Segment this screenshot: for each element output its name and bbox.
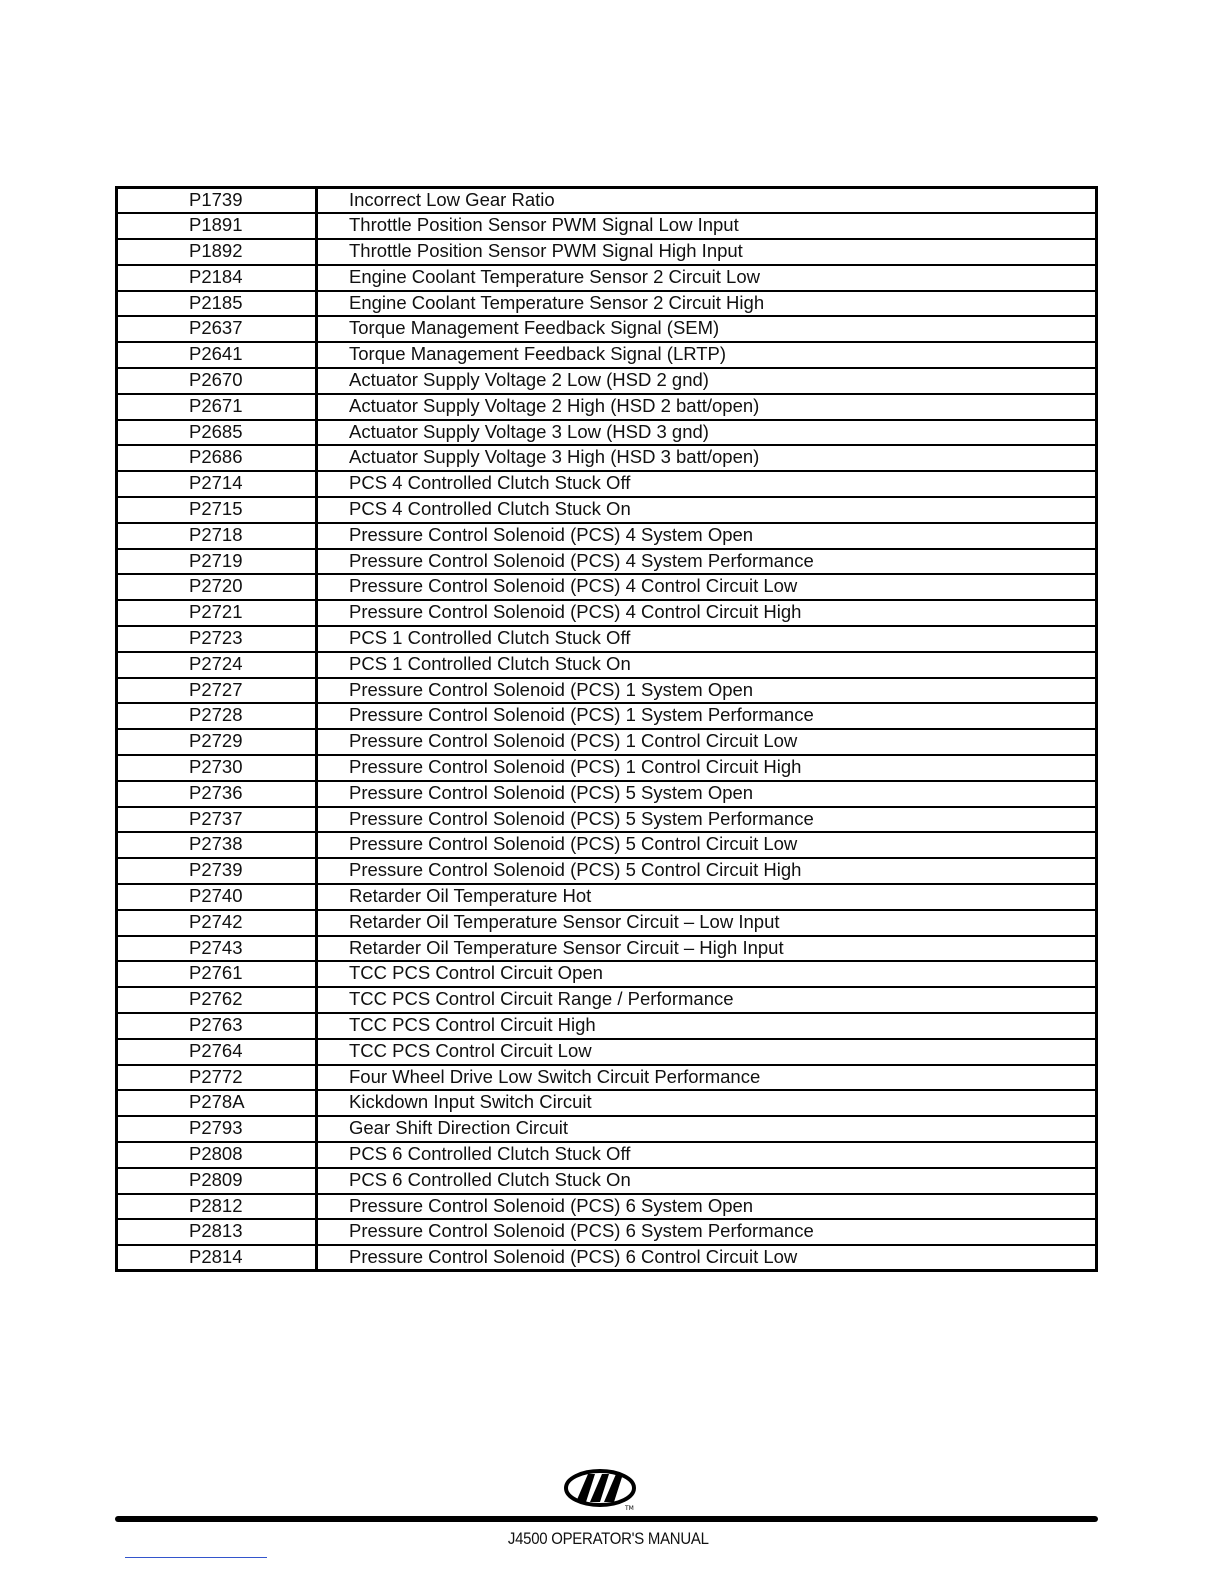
- footer-manual-title: J4500 OPERATOR'S MANUAL: [507, 1529, 709, 1548]
- description-cell: TCC PCS Control Circuit Open: [317, 961, 1097, 987]
- description-cell: Actuator Supply Voltage 2 High (HSD 2 batt/open): [317, 394, 1097, 420]
- code-cell: P2762: [117, 987, 317, 1013]
- table-row: [117, 884, 1097, 910]
- code-cell: P2740: [117, 884, 317, 910]
- description-cell: Pressure Control Solenoid (PCS) 6 System Open: [317, 1194, 1097, 1220]
- description-cell: PCS 4 Controlled Clutch Stuck On: [317, 497, 1097, 523]
- code-cell: P2738: [117, 832, 317, 858]
- code-cell: P2720: [117, 574, 317, 600]
- description-cell: Pressure Control Solenoid (PCS) 5 System Open: [317, 781, 1097, 807]
- table-row: [117, 600, 1097, 626]
- description-cell: Throttle Position Sensor PWM Signal High Input: [317, 239, 1097, 265]
- description-cell: Actuator Supply Voltage 3 High (HSD 3 batt/open): [317, 445, 1097, 471]
- description-cell: Pressure Control Solenoid (PCS) 1 System Performance: [317, 703, 1097, 729]
- code-cell: P2727: [117, 678, 317, 704]
- table-row: [117, 1090, 1097, 1116]
- table-row: [117, 1245, 1097, 1271]
- footer-rule: [115, 1516, 1098, 1522]
- description-cell: Kickdown Input Switch Circuit: [317, 1090, 1097, 1116]
- table-row: [117, 368, 1097, 394]
- table-row: [117, 523, 1097, 549]
- description-cell: Retarder Oil Temperature Hot: [317, 884, 1097, 910]
- table-row: [117, 1168, 1097, 1194]
- code-cell: P2715: [117, 497, 317, 523]
- diagnostic-code-table: [115, 186, 1098, 1272]
- code-cell: P2670: [117, 368, 317, 394]
- description-cell: Retarder Oil Temperature Sensor Circuit – Low Input: [317, 910, 1097, 936]
- description-cell: Torque Management Feedback Signal (LRTP): [317, 342, 1097, 368]
- description-cell: PCS 4 Controlled Clutch Stuck Off: [317, 471, 1097, 497]
- table-row: [117, 755, 1097, 781]
- table-row: [117, 961, 1097, 987]
- description-cell: PCS 1 Controlled Clutch Stuck Off: [317, 626, 1097, 652]
- code-cell: P2718: [117, 523, 317, 549]
- table-row: [117, 239, 1097, 265]
- description-cell: Pressure Control Solenoid (PCS) 4 Control Circuit Low: [317, 574, 1097, 600]
- description-cell: TCC PCS Control Circuit Range / Performance: [317, 987, 1097, 1013]
- code-cell: P2185: [117, 291, 317, 317]
- table-row: [117, 549, 1097, 575]
- description-cell: Pressure Control Solenoid (PCS) 4 System Open: [317, 523, 1097, 549]
- description-cell: Pressure Control Solenoid (PCS) 4 System Performance: [317, 549, 1097, 575]
- code-cell: P2736: [117, 781, 317, 807]
- code-cell: P2685: [117, 420, 317, 446]
- table-row: [117, 394, 1097, 420]
- table-row: [117, 1039, 1097, 1065]
- table-row: [117, 316, 1097, 342]
- table-row: [117, 1194, 1097, 1220]
- description-cell: Actuator Supply Voltage 3 Low (HSD 3 gnd): [317, 420, 1097, 446]
- code-cell: P2809: [117, 1168, 317, 1194]
- table-row: [117, 342, 1097, 368]
- description-cell: Engine Coolant Temperature Sensor 2 Circuit Low: [317, 265, 1097, 291]
- code-cell: P2686: [117, 445, 317, 471]
- table-row: [117, 910, 1097, 936]
- table-row: [117, 832, 1097, 858]
- description-cell: Engine Coolant Temperature Sensor 2 Circuit High: [317, 291, 1097, 317]
- description-cell: Pressure Control Solenoid (PCS) 6 System Performance: [317, 1219, 1097, 1245]
- description-cell: Pressure Control Solenoid (PCS) 5 Control Circuit Low: [317, 832, 1097, 858]
- code-cell: P2742: [117, 910, 317, 936]
- code-cell: P2721: [117, 600, 317, 626]
- description-cell: Gear Shift Direction Circuit: [317, 1116, 1097, 1142]
- description-cell: PCS 1 Controlled Clutch Stuck On: [317, 652, 1097, 678]
- diagnostic-code-table-body: [117, 188, 1097, 1271]
- description-cell: Pressure Control Solenoid (PCS) 5 Control Circuit High: [317, 858, 1097, 884]
- description-cell: PCS 6 Controlled Clutch Stuck Off: [317, 1142, 1097, 1168]
- code-cell: P2812: [117, 1194, 317, 1220]
- code-cell: P2772: [117, 1065, 317, 1091]
- code-cell: P2723: [117, 626, 317, 652]
- description-cell: PCS 6 Controlled Clutch Stuck On: [317, 1168, 1097, 1194]
- table-row: [117, 471, 1097, 497]
- table-row: [117, 445, 1097, 471]
- code-cell: P2671: [117, 394, 317, 420]
- table-row: [117, 729, 1097, 755]
- description-cell: Pressure Control Solenoid (PCS) 1 System Open: [317, 678, 1097, 704]
- code-cell: P2743: [117, 936, 317, 962]
- table-row: [117, 781, 1097, 807]
- table-row: [117, 1142, 1097, 1168]
- table-row: [117, 188, 1097, 214]
- code-cell: P2814: [117, 1245, 317, 1271]
- table-row: [117, 987, 1097, 1013]
- table-row: [117, 936, 1097, 962]
- table-row: [117, 652, 1097, 678]
- code-cell: P278A: [117, 1090, 317, 1116]
- table-row: [117, 213, 1097, 239]
- description-cell: TCC PCS Control Circuit High: [317, 1013, 1097, 1039]
- table-row: [117, 574, 1097, 600]
- code-cell: P1891: [117, 213, 317, 239]
- description-cell: Pressure Control Solenoid (PCS) 1 Control Circuit High: [317, 755, 1097, 781]
- code-cell: P2641: [117, 342, 317, 368]
- code-cell: P2729: [117, 729, 317, 755]
- code-cell: P2813: [117, 1219, 317, 1245]
- table-row: [117, 1116, 1097, 1142]
- table-row: [117, 1013, 1097, 1039]
- mci-logo-icon: [562, 1466, 640, 1512]
- code-cell: P2637: [117, 316, 317, 342]
- code-cell: P2739: [117, 858, 317, 884]
- table-row: [117, 858, 1097, 884]
- code-cell: P2763: [117, 1013, 317, 1039]
- code-cell: P2730: [117, 755, 317, 781]
- table-row: [117, 807, 1097, 833]
- description-cell: Incorrect Low Gear Ratio: [317, 188, 1097, 214]
- code-cell: P2737: [117, 807, 317, 833]
- table-row: [117, 265, 1097, 291]
- code-cell: P2728: [117, 703, 317, 729]
- code-cell: P2764: [117, 1039, 317, 1065]
- description-cell: Pressure Control Solenoid (PCS) 4 Control Circuit High: [317, 600, 1097, 626]
- table-row: [117, 1219, 1097, 1245]
- description-cell: Four Wheel Drive Low Switch Circuit Performance: [317, 1065, 1097, 1091]
- code-cell: P2724: [117, 652, 317, 678]
- table-row: [117, 1065, 1097, 1091]
- description-cell: Torque Management Feedback Signal (SEM): [317, 316, 1097, 342]
- table-row: [117, 678, 1097, 704]
- code-cell: P1892: [117, 239, 317, 265]
- description-cell: Pressure Control Solenoid (PCS) 1 Control Circuit Low: [317, 729, 1097, 755]
- table-row: [117, 291, 1097, 317]
- code-cell: P2184: [117, 265, 317, 291]
- code-cell: P2714: [117, 471, 317, 497]
- description-cell: TCC PCS Control Circuit Low: [317, 1039, 1097, 1065]
- code-cell: P2761: [117, 961, 317, 987]
- description-cell: Pressure Control Solenoid (PCS) 5 System Performance: [317, 807, 1097, 833]
- description-cell: Actuator Supply Voltage 2 Low (HSD 2 gnd): [317, 368, 1097, 394]
- code-cell: P2719: [117, 549, 317, 575]
- svg-text:TM: TM: [625, 1505, 634, 1512]
- table-row: [117, 420, 1097, 446]
- description-cell: Throttle Position Sensor PWM Signal Low Input: [317, 213, 1097, 239]
- table-row: [117, 497, 1097, 523]
- description-cell: Pressure Control Solenoid (PCS) 6 Control Circuit Low: [317, 1245, 1097, 1271]
- corner-link-underline[interactable]: [125, 1557, 267, 1558]
- code-cell: P1739: [117, 188, 317, 214]
- code-cell: P2793: [117, 1116, 317, 1142]
- table-row: [117, 703, 1097, 729]
- table-row: [117, 626, 1097, 652]
- code-cell: P2808: [117, 1142, 317, 1168]
- description-cell: Retarder Oil Temperature Sensor Circuit – High Input: [317, 936, 1097, 962]
